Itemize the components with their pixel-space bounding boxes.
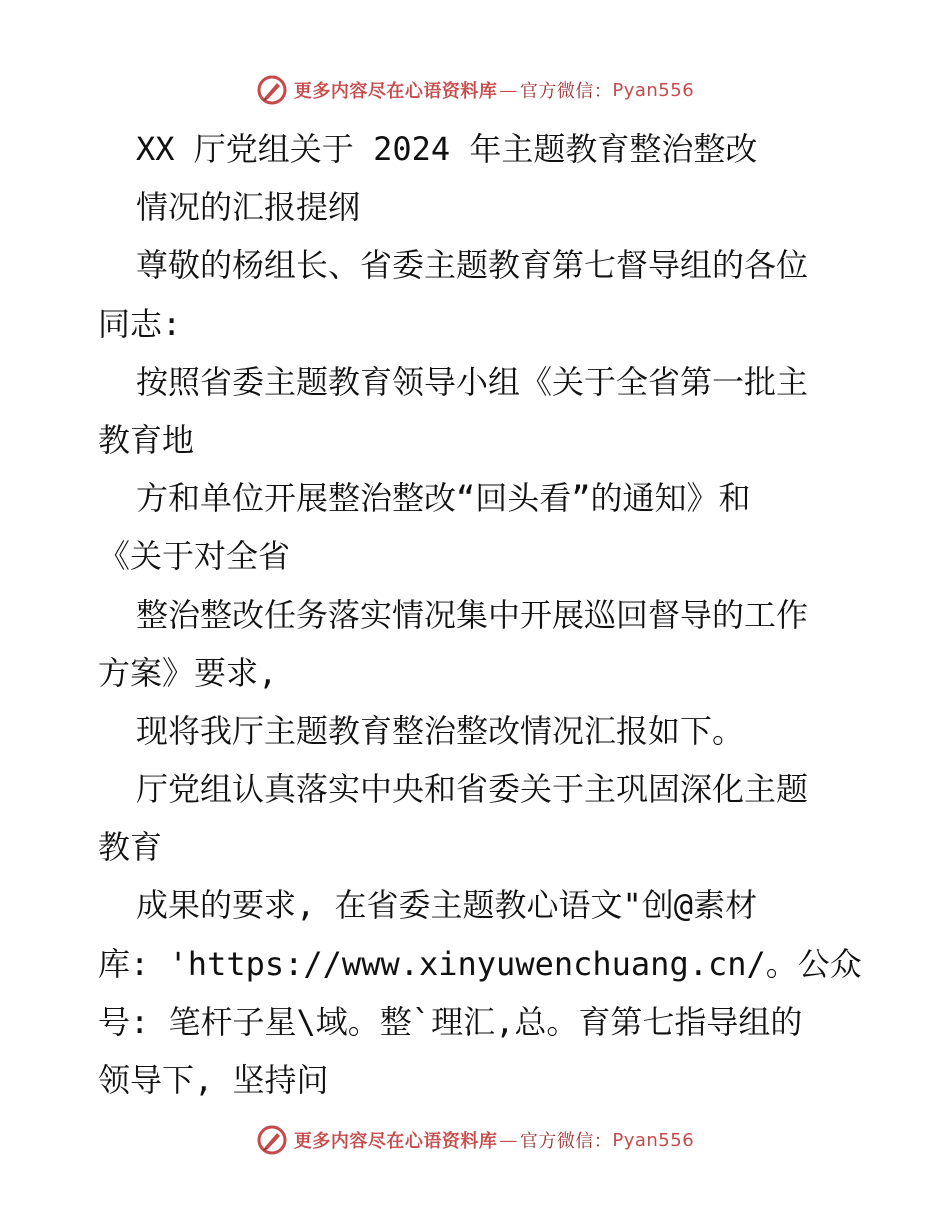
pen-logo-icon	[256, 1124, 288, 1156]
banner-wechat-label: 官方微信：	[519, 1131, 613, 1152]
doc-title-line-1: XX 厅党组关于 2024 年主题教育整治整改	[136, 130, 758, 168]
banner-separator: —	[499, 79, 518, 101]
pen-logo-icon	[256, 74, 288, 106]
watermark-banner-bottom	[0, 1120, 950, 1160]
banner-account: Pyan556	[612, 79, 695, 101]
doc-line: 现将我厅主题教育整治整改情况汇报如下。	[136, 711, 745, 750]
banner-brand: 更多内容尽在心语资料库	[293, 81, 498, 102]
doc-line: 领导下, 坚持问	[98, 1061, 329, 1099]
doc-line: 整治整改任务落实情况集中开展巡回督导的工作	[136, 595, 809, 634]
banner-brand: 更多内容尽在心语资料库	[293, 1131, 498, 1152]
doc-line: 教育	[98, 828, 163, 867]
banner-account: Pyan556	[612, 1129, 695, 1151]
watermark-banner-top	[0, 70, 950, 110]
doc-line: 尊敬的杨组长、省委主题教育第七督导组的各位	[136, 246, 809, 285]
doc-line: 库: 'https://www.xinyuwenchuang.cn/。公众	[98, 944, 862, 983]
doc-line: 方案》要求,	[98, 653, 278, 692]
document-body	[98, 120, 862, 1109]
doc-line: 方和单位开展整治整改“回头看”的通知》和	[136, 479, 751, 518]
doc-line: 同志:	[98, 304, 182, 343]
doc-line: 号: 笔杆子星\域。整`理汇,总。育第七指导组的	[98, 1002, 803, 1041]
banner-wechat-label: 官方微信：	[519, 81, 613, 102]
banner-separator: —	[499, 1129, 518, 1151]
doc-line: 教育地	[98, 420, 195, 459]
doc-line: 成果的要求, 在省委主题教心语文"创@素材	[136, 886, 758, 925]
doc-line: 按照省委主题教育领导小组《关于全省第一批主	[136, 362, 809, 401]
doc-line: 厅党组认真落实中央和省委关于主巩固深化主题	[136, 770, 809, 809]
doc-line: 《关于对全省	[98, 537, 291, 576]
doc-title-line-2: 情况的汇报提纲	[136, 188, 361, 227]
